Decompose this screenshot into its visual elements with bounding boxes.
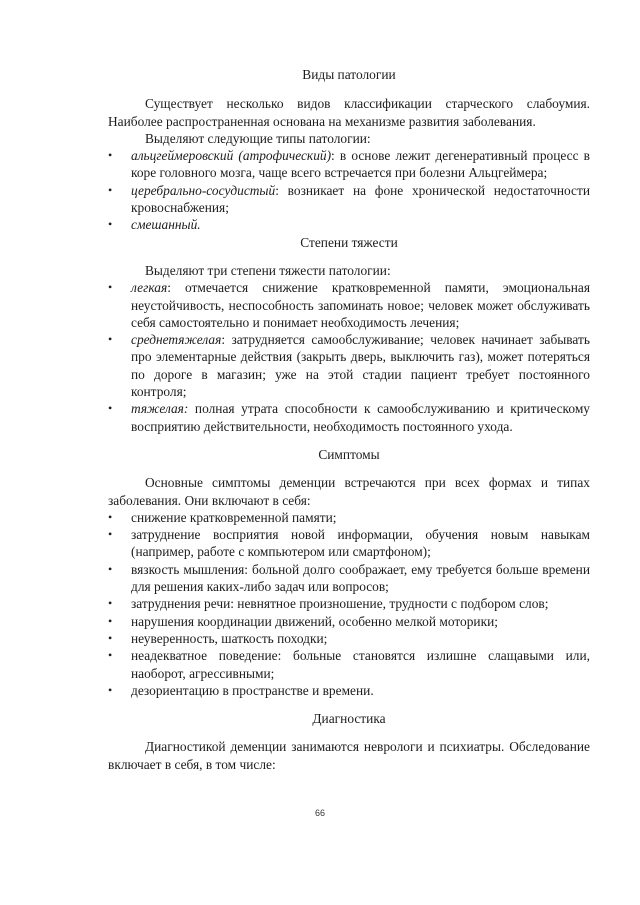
- term: среднетяжелая: [131, 332, 222, 348]
- section-title-types: Виды патологии: [302, 67, 396, 82]
- list-item: [108, 331, 590, 400]
- section-title-symptoms: Симптомы: [318, 446, 380, 462]
- list-item: • неадекватное поведение: больные становятся излишне слащавыми или, наоборот, агрессивными;: [108, 647, 590, 682]
- term: тяжелая:: [131, 401, 189, 417]
- list-item: • неуверенность, шаткость походки;: [108, 630, 590, 647]
- term-description: : возникает на фоне хронической недостаточности кровоснабжения;: [131, 182, 590, 216]
- term-description: : затрудняется самообслуживание; человек начинает забывать про элементарные действия (закрыть дверь, выключить газ), может потеряться по дороге в магазин; уже на этой стадии пациент требует постоянного контроля;: [131, 332, 590, 400]
- paragraph-severity-lead: Выделяют три степени тяжести патологии:: [145, 262, 391, 278]
- list-types: [108, 147, 590, 233]
- section-title-severity: Степени тяжести: [300, 234, 398, 250]
- paragraph-types-lead: Выделяют следующие типы патологии:: [145, 130, 371, 146]
- section-title-diagnostics: Диагностика: [312, 711, 386, 727]
- list-item: [108, 147, 590, 182]
- list-item: [108, 400, 590, 435]
- list-item: • вязкость мышления: больной долго соображает, ему требуется больше времени для решения каких-либо задач или вопросов;: [108, 561, 590, 596]
- page-number: 66: [314, 808, 325, 818]
- list-item: • затруднение восприятия новой информации, обучения новым навыкам (например, работе с компьютером или смартфоном);: [108, 526, 590, 561]
- list-item: • снижение кратковременной памяти;: [108, 509, 590, 526]
- paragraph-types-intro: Существует несколько видов классификации старческого слабоумия. Наиболее распространенная основана на механизме развития заболевания.: [108, 96, 590, 129]
- paragraph-diagnostics: Диагностикой деменции занимаются неврологи и психиатры. Обследование включает в себя, в том числе:: [108, 739, 590, 772]
- list-item: • нарушения координации движений, особенно мелкой моторики;: [108, 613, 590, 630]
- list-item: [108, 216, 590, 233]
- paragraph-symptoms-intro: Основные симптомы деменции встречаются при всех формах и типах заболевания. Они включают в себя:: [108, 475, 590, 508]
- term-description: : отмечается снижение кратковременной памяти, эмоциональная неустойчивость, неспособность запоминать новое; человек может обслуживать себя самостоятельно и понимает необходимость лечения;: [131, 280, 590, 330]
- term-description: : в основе лежит дегенеративный процесс в коре головного мозга, чаще всего встречается при болезни Альцгеймера;: [131, 148, 590, 181]
- list-item: [108, 182, 590, 217]
- term: церебрально-сосудистый: [131, 182, 276, 198]
- term: смешанный.: [131, 217, 201, 233]
- list-symptoms: [108, 509, 590, 699]
- list-item: [108, 279, 590, 331]
- list-item: • дезориентацию в пространстве и времени.: [108, 682, 590, 699]
- term: легкая: [131, 280, 168, 296]
- list-item: • затруднения речи: невнятное произношение, трудности с подбором слов;: [108, 595, 590, 612]
- term: альцгеймеровский (атрофический): [131, 148, 332, 164]
- term-description: полная утрата способности к самообслуживанию и критическому восприятию действительности, необходимость постоянного ухода.: [131, 401, 590, 434]
- list-severity: [108, 279, 590, 435]
- document-page: [108, 66, 590, 773]
